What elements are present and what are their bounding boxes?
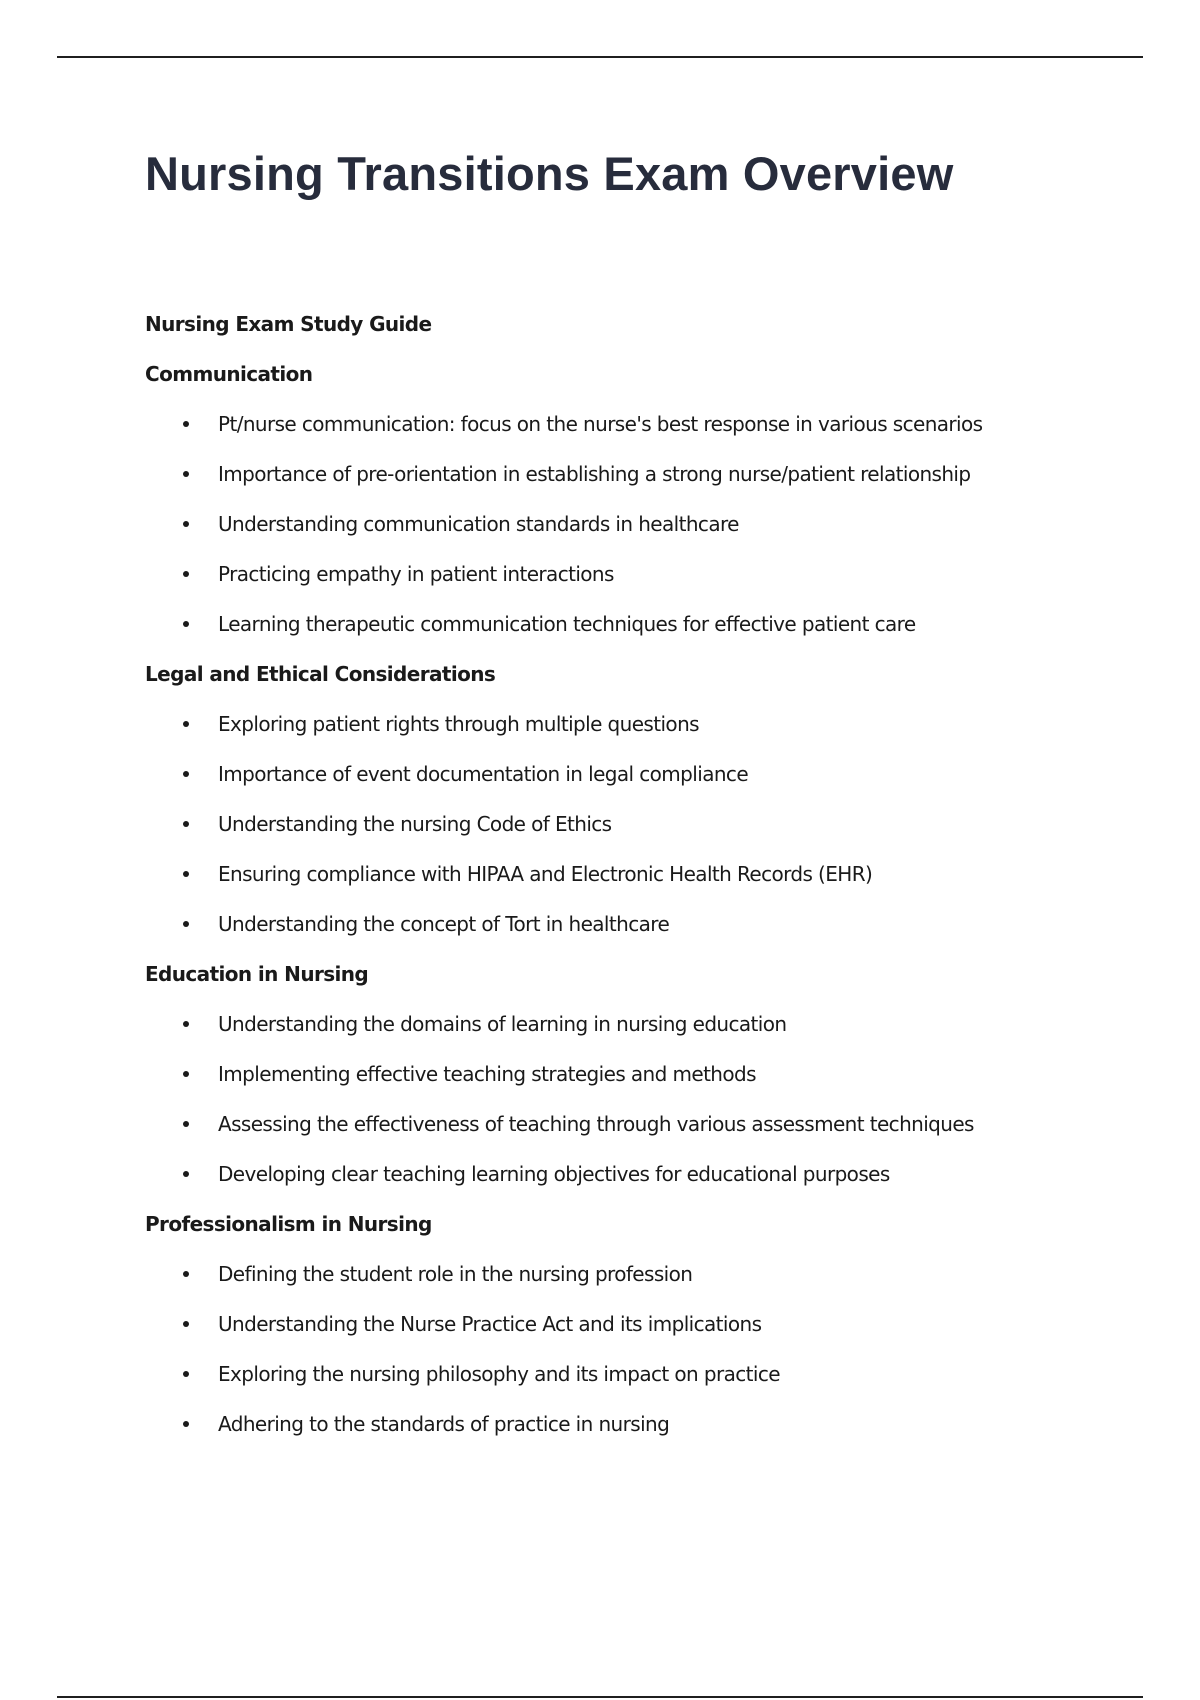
bullet-list: [145, 1249, 1105, 1449]
bullet-icon: [183, 871, 189, 877]
list-item: [145, 699, 1105, 749]
list-item: [145, 599, 1105, 649]
bullet-icon: [183, 771, 189, 777]
study-guide-subtitle: Nursing Exam Study Guide: [145, 312, 432, 336]
bullet-icon: [183, 1121, 189, 1127]
list-item: [145, 1399, 1105, 1449]
list-item: [145, 899, 1105, 949]
list-item-text: Exploring the nursing philosophy and its impact on practice: [218, 1362, 780, 1386]
list-item: [145, 499, 1105, 549]
section-education: [145, 949, 1105, 1199]
section-heading: Legal and Ethical Considerations: [145, 662, 496, 686]
list-item-text: Understanding communication standards in healthcare: [218, 512, 739, 536]
list-item-text: Assessing the effectiveness of teaching through various assessment techniques: [218, 1112, 974, 1136]
list-item: [145, 449, 1105, 499]
list-item: [145, 1249, 1105, 1299]
list-item-text: Importance of pre-orientation in establishing a strong nurse/patient relationship: [218, 462, 971, 486]
list-item: [145, 1349, 1105, 1399]
bullet-list: [145, 399, 1105, 649]
list-item-text: Ensuring compliance with HIPAA and Electronic Health Records (EHR): [218, 862, 873, 886]
bullet-icon: [183, 1371, 189, 1377]
list-item-text: Exploring patient rights through multiple questions: [218, 712, 699, 736]
section-professionalism: [145, 1199, 1105, 1449]
top-divider: [57, 56, 1143, 58]
bottom-divider: [57, 1696, 1143, 1698]
bullet-icon: [183, 621, 189, 627]
bullet-icon: [183, 821, 189, 827]
list-item-text: Pt/nurse communication: focus on the nurse's best response in various scenarios: [218, 412, 983, 436]
list-item-text: Understanding the domains of learning in nursing education: [218, 1012, 787, 1036]
document-title: Nursing Transitions Exam Overview: [145, 147, 954, 200]
list-item: [145, 1099, 1105, 1149]
bullet-icon: [183, 471, 189, 477]
section-heading: Education in Nursing: [145, 962, 369, 986]
section-communication: [145, 349, 1105, 649]
bullet-icon: [183, 721, 189, 727]
list-item-text: Defining the student role in the nursing profession: [218, 1262, 693, 1286]
list-item: [145, 549, 1105, 599]
bullet-icon: [183, 921, 189, 927]
bullet-list: [145, 999, 1105, 1199]
section-heading: Communication: [145, 362, 313, 386]
list-item: [145, 999, 1105, 1049]
list-item-text: Developing clear teaching learning objectives for educational purposes: [218, 1162, 890, 1186]
list-item-text: Importance of event documentation in legal compliance: [218, 762, 749, 786]
list-item: [145, 799, 1105, 849]
bullet-icon: [183, 1321, 189, 1327]
list-item-text: Implementing effective teaching strategies and methods: [218, 1062, 756, 1086]
list-item-text: Adhering to the standards of practice in nursing: [218, 1412, 670, 1436]
list-item-text: Practicing empathy in patient interactions: [218, 562, 614, 586]
list-item: [145, 1049, 1105, 1099]
bullet-icon: [183, 1421, 189, 1427]
list-item: [145, 399, 1105, 449]
list-item-text: Understanding the Nurse Practice Act and its implications: [218, 1312, 762, 1336]
section-legal-ethical: [145, 649, 1105, 949]
bullet-icon: [183, 1171, 189, 1177]
list-item: [145, 1299, 1105, 1349]
list-item-text: Understanding the nursing Code of Ethics: [218, 812, 612, 836]
document-page: [145, 140, 1105, 1449]
list-item: [145, 849, 1105, 899]
list-item-text: Understanding the concept of Tort in healthcare: [218, 912, 670, 936]
bullet-list: [145, 699, 1105, 949]
list-item: [145, 1149, 1105, 1199]
bullet-icon: [183, 571, 189, 577]
list-item: [145, 749, 1105, 799]
bullet-icon: [183, 1071, 189, 1077]
section-heading: Professionalism in Nursing: [145, 1212, 432, 1236]
bullet-icon: [183, 421, 189, 427]
list-item-text: Learning therapeutic communication techniques for effective patient care: [218, 612, 916, 636]
bullet-icon: [183, 521, 189, 527]
bullet-icon: [183, 1021, 189, 1027]
bullet-icon: [183, 1271, 189, 1277]
